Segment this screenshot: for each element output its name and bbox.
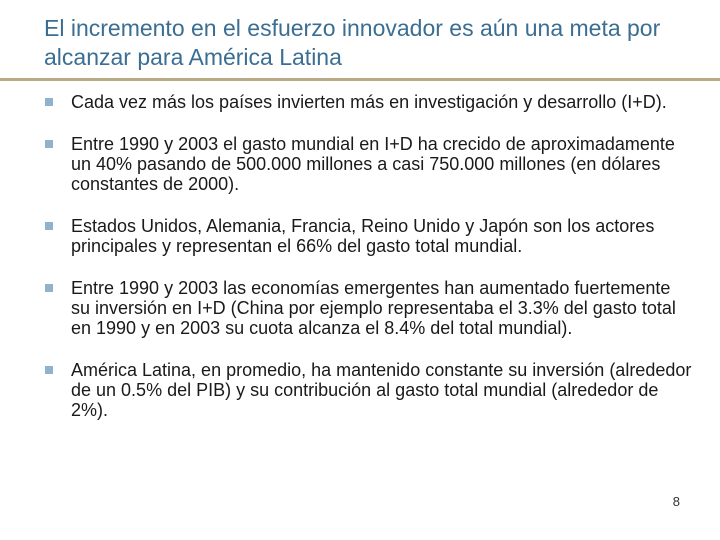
bullet-text: Estados Unidos, Alemania, Francia, Reino Unido y Japón son los actores principales y representan el 66% del gasto total mundial. [71,216,655,256]
bullet-item [44,278,694,338]
bullet-text: Entre 1990 y 2003 las economías emergentes han aumentado fuertemente su inversión en I+D (China por ejemplo representaba el 3.3% del gasto total en 1990 y en 2003 su cuota alcanza el 8.4% del total mundial). [71,278,676,338]
bullet-item [44,134,694,194]
bullet-text: Entre 1990 y 2003 el gasto mundial en I+D ha crecido de aproximadamente un 40% pasando de 500.000 millones a casi 750.000 millones (en dólares constantes de 2000). [71,134,675,194]
bullet-item [44,216,694,256]
bullet-text: Cada vez más los países invierten más en investigación y desarrollo (I+D). [71,92,667,112]
bullet-item [44,360,694,420]
square-bullet-icon [45,140,53,148]
square-bullet-icon [45,284,53,292]
square-bullet-icon [45,222,53,230]
slide-title: El incremento en el esfuerzo innovador es aún una meta por alcanzar para América Latina [44,15,661,70]
title-divider [0,78,720,81]
square-bullet-icon [45,98,53,106]
page-number: 8 [672,494,680,509]
bullet-text: América Latina, en promedio, ha mantenido constante su inversión (alrededor de un 0.5% del PIB) y su contribución al gasto total mundial (alrededor de 2%). [71,360,692,420]
bullet-list [44,92,694,420]
bullet-item [44,92,694,112]
square-bullet-icon [45,366,53,374]
